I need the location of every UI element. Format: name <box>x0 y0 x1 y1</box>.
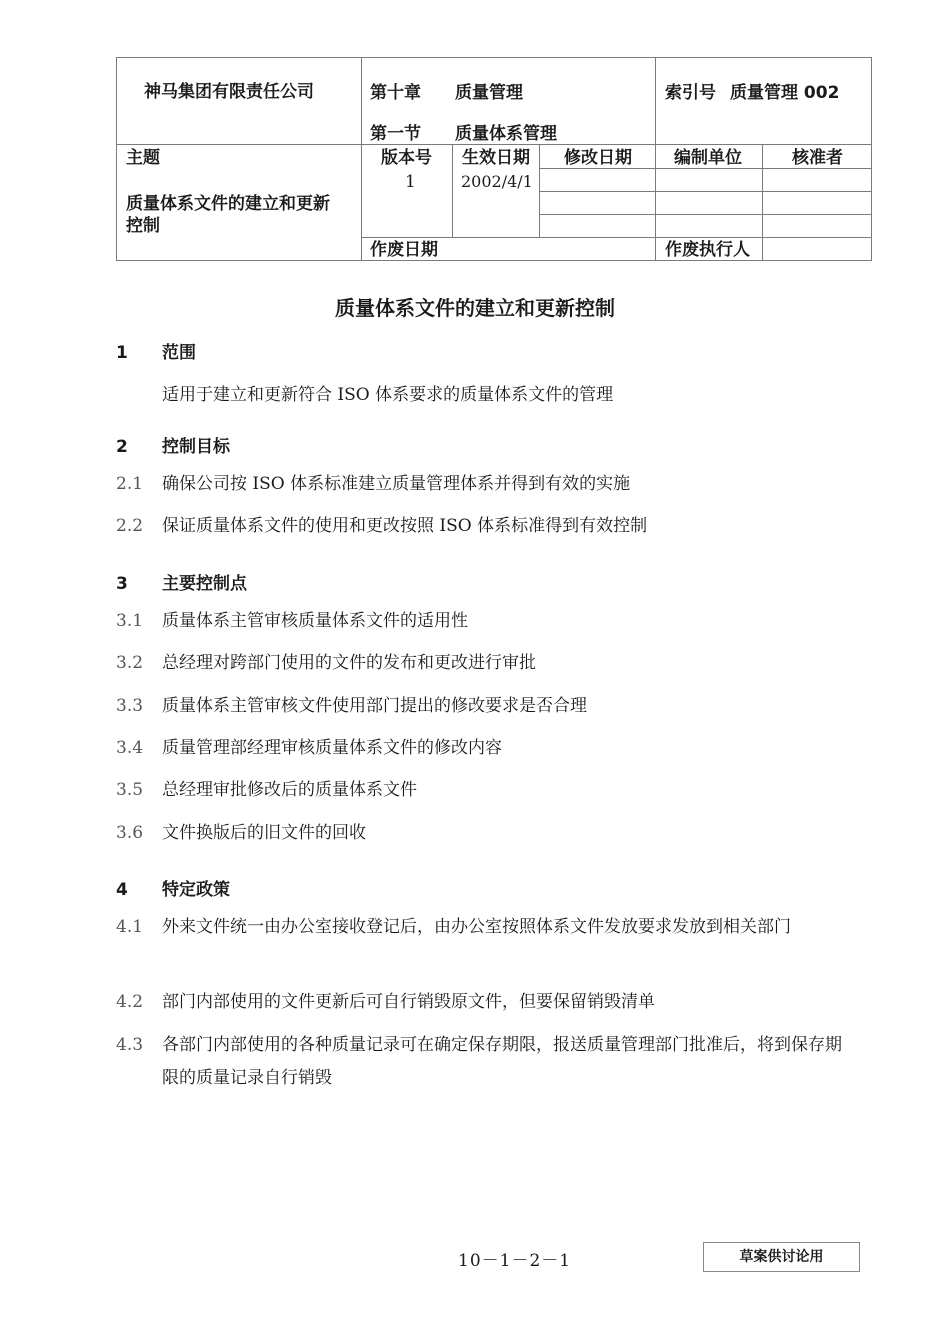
section-title: 特定政策 <box>162 880 230 900</box>
item-text: 文件换版后的旧文件的回收 <box>162 823 366 843</box>
chapter-title: 第十章 质量管理 <box>370 83 523 103</box>
index-label: 索引号 <box>665 83 716 103</box>
item-number: 4.3 <box>116 1035 144 1055</box>
section-text: 适用于建立和更新符合 ISO 体系要求的质量体系文件的管理 <box>162 385 614 405</box>
section-heading <box>116 875 230 900</box>
item-text: 总经理对跨部门使用的文件的发布和更改进行审批 <box>162 653 536 673</box>
item-number: 4.1 <box>116 917 144 937</box>
list-item <box>116 690 856 723</box>
list-item <box>116 510 856 543</box>
document-title: 质量体系文件的建立和更新控制 <box>335 296 615 320</box>
item-text: 部门内部使用的文件更新后可自行销毁原文件，但要保留销毁清单 <box>162 992 655 1012</box>
item-text: 总经理审批修改后的质量体系文件 <box>162 780 417 800</box>
subject-label: 主题 <box>126 148 160 168</box>
section-number: 3 <box>116 574 128 594</box>
section-title: 主要控制点 <box>162 574 247 594</box>
section-title: 控制目标 <box>162 437 230 457</box>
item-text: 外来文件统一由办公室接收登记后，由办公室按照体系文件发放要求发放到相关部门 <box>162 917 791 937</box>
item-number: 3.6 <box>116 823 144 843</box>
list-item <box>116 732 856 765</box>
item-text: 各部门内部使用的各种质量记录可在确定保存期限，报送质量管理部门批准后，将到保存期限的质量记录自行销毁 <box>162 1035 842 1088</box>
item-text: 质量管理部经理审核质量体系文件的修改内容 <box>162 738 502 758</box>
item-number: 4.2 <box>116 992 144 1012</box>
list-item <box>116 911 856 944</box>
section-number: 1 <box>116 343 128 363</box>
company-name: 神马集团有限责任公司 <box>144 82 314 102</box>
list-item <box>116 468 856 501</box>
index-value: 质量管理 002 <box>730 83 840 103</box>
section-heading <box>116 338 196 363</box>
item-text: 质量体系主管审核文件使用部门提出的修改要求是否合理 <box>162 696 587 716</box>
item-number: 2.1 <box>116 474 144 494</box>
list-item <box>116 774 856 807</box>
item-number: 3.5 <box>116 780 144 800</box>
list-item <box>116 817 856 850</box>
list-item <box>116 647 856 680</box>
void-date-label: 作废日期 <box>370 240 438 260</box>
item-text: 确保公司按 ISO 体系标准建立质量管理体系并得到有效的实施 <box>162 474 631 494</box>
subject-line-2: 控制 <box>126 216 160 236</box>
version-value: 1 <box>405 172 416 192</box>
effective-date-label: 生效日期 <box>462 148 530 168</box>
void-executor-label: 作废执行人 <box>665 240 750 260</box>
item-number: 3.1 <box>116 611 144 631</box>
item-number: 3.2 <box>116 653 144 673</box>
approver-label: 核准者 <box>792 148 843 168</box>
effective-date-value: 2002/4/1 <box>461 172 533 191</box>
item-number: 3.4 <box>116 738 144 758</box>
item-text: 质量体系主管审核质量体系文件的适用性 <box>162 611 468 631</box>
item-number: 3.3 <box>116 696 144 716</box>
page-number: 10－1－2－1 <box>458 1251 572 1271</box>
section-number: 2 <box>116 437 128 457</box>
document-header-table <box>116 57 872 261</box>
list-item <box>116 1029 856 1095</box>
section-heading <box>116 432 230 457</box>
draft-stamp: 草案供讨论用 <box>703 1242 860 1272</box>
unit-label: 编制单位 <box>674 148 742 168</box>
item-text: 保证质量体系文件的使用和更改按照 ISO 体系标准得到有效控制 <box>162 516 648 536</box>
list-item <box>116 605 856 638</box>
list-item <box>116 986 856 1019</box>
section-title: 第一节 质量体系管理 <box>370 124 557 144</box>
modify-date-label: 修改日期 <box>564 148 632 168</box>
section-number: 4 <box>116 880 128 900</box>
section-title: 范围 <box>162 343 196 363</box>
item-number: 2.2 <box>116 516 144 536</box>
version-label: 版本号 <box>381 148 432 168</box>
section-heading <box>116 569 247 594</box>
subject-line-1: 质量体系文件的建立和更新 <box>126 194 330 214</box>
